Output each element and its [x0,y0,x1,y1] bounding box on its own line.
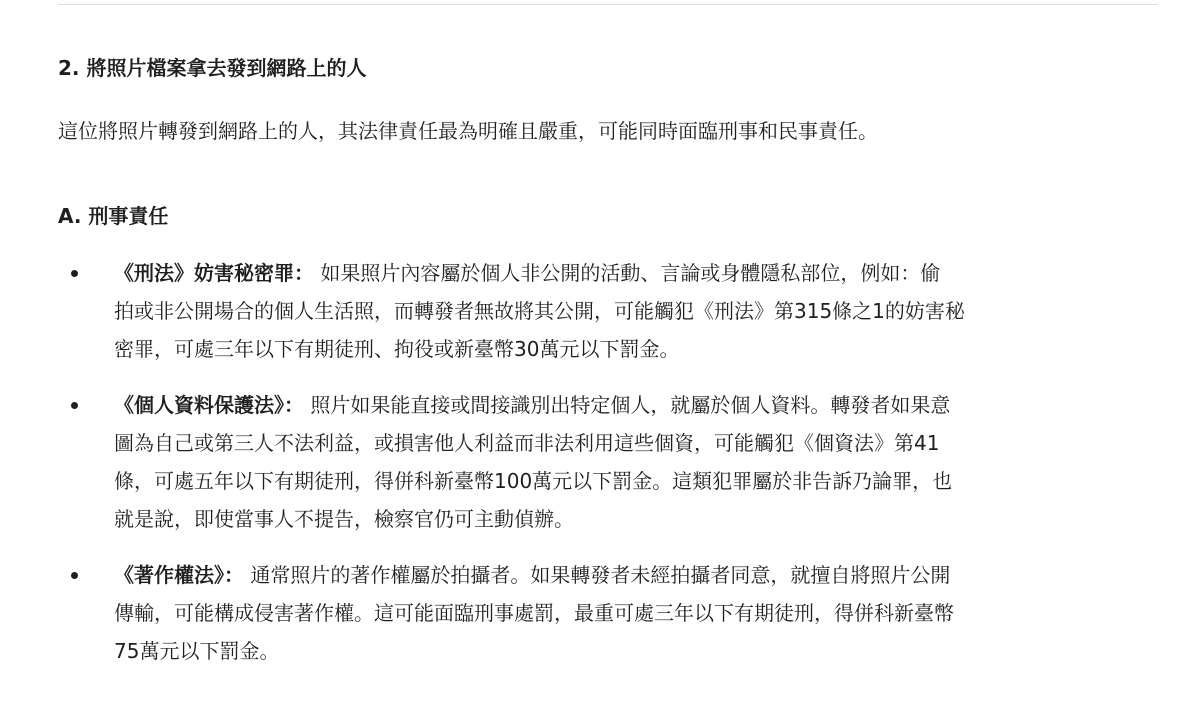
list-item-text: 75萬元以下罰金。 [114,639,280,663]
list-item-text: 通常照片的著作權屬於拍攝者。如果轉發者未經拍攝者同意，就擅自將照片公開 [244,563,951,587]
list-item-text: 圖為自己或第三人不法利益，或損害他人利益而非法利用這些個資，可能觸犯《個資法》第41 [114,431,940,455]
list-item-text: 照片如果能直接或間接識別出特定個人，就屬於個人資料。轉發者如果意 [304,393,951,417]
subsection-title: A. 刑事責任 [58,204,169,228]
list-item-text: 如果照片內容屬於個人非公開的活動、言論或身體隱私部位，例如：偷 [314,261,941,285]
bullet-dot-icon [71,402,78,409]
legal-term: 《刑法》妨害秘密罪： [114,261,314,285]
list-item-line [114,386,1158,424]
list-item-text: 條，可處五年以下有期徒刑，得併科新臺幣100萬元以下罰金。這類犯罪屬於非告訴乃論罪，也 [114,469,953,493]
list-item-criminal-law [58,254,1158,368]
section-title: 2. 將照片檔案拿去發到網路上的人 [58,56,367,80]
list-item-text: 拍或非公開場合的個人生活照，而轉發者無故將其公開，可能觸犯《刑法》第315條之1的妨害秘 [114,299,965,323]
list-item-line [114,254,1158,292]
list-item-personal-data-law [58,386,1158,538]
list-item-text: 就是說，即使當事人不提告，檢察官仍可主動偵辦。 [114,507,574,531]
section-intro: 這位將照片轉發到網路上的人，其法律責任最為明確且嚴重，可能同時面臨刑事和民事責任。 [58,119,878,143]
bullet-list [58,254,1158,688]
top-divider [58,4,1158,5]
list-item-line [114,556,1158,594]
bullet-dot-icon [71,572,78,579]
bullet-dot-icon [71,270,78,277]
list-item-copyright-law [58,556,1158,670]
legal-term: 《個人資料保護法》： [114,393,304,417]
legal-term: 《著作權法》： [114,563,244,587]
list-item-text: 傳輸，可能構成侵害著作權。這可能面臨刑事處罰，最重可處三年以下有期徒刑，得併科新臺幣 [114,601,954,625]
list-item-text: 密罪，可處三年以下有期徒刑、拘役或新臺幣30萬元以下罰金。 [114,337,680,361]
